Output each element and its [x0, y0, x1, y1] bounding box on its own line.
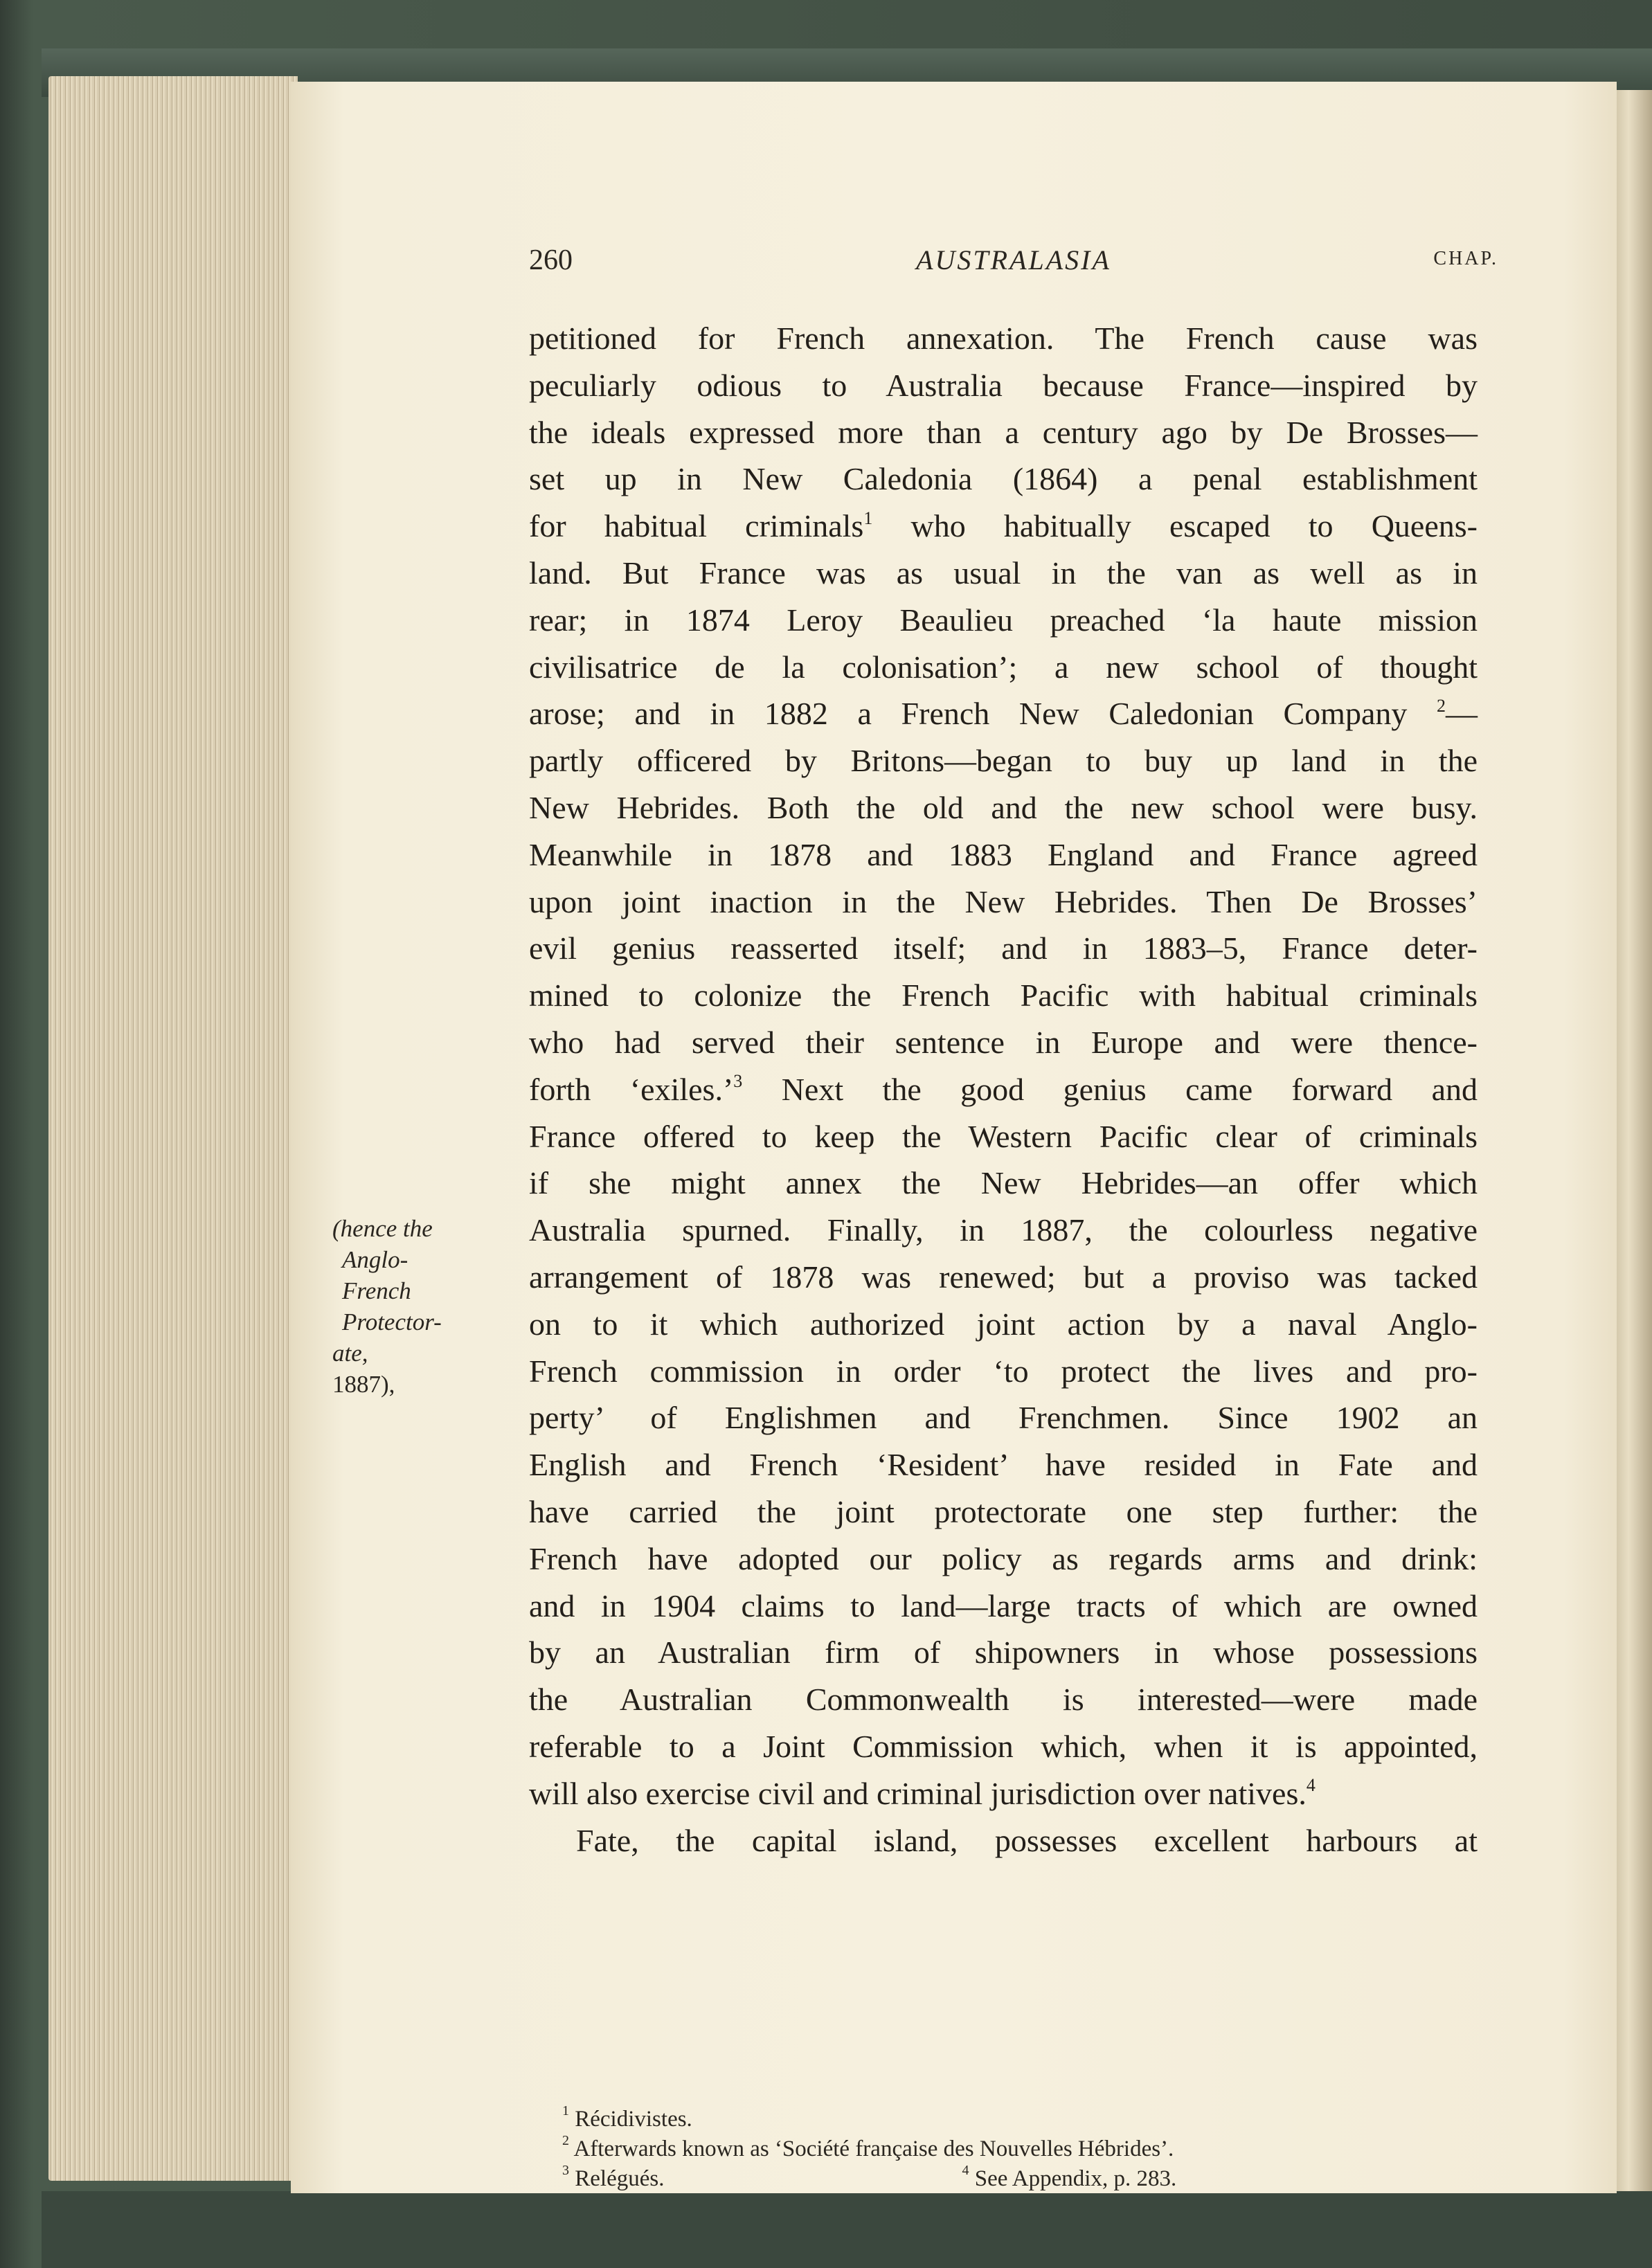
text-line: referable to a Joint Commission which, when it is appointed, [529, 1728, 1478, 1764]
text-line: land. But France was as usual in the van as well as in [529, 555, 1478, 591]
text-line: and in 1904 claims to land—large tracts of which are owned [529, 1587, 1478, 1623]
text-line: set up in New Caledonia (1864) a penal establishment [529, 461, 1478, 497]
footnote-3 [562, 2164, 664, 2194]
right-page-edge [1613, 90, 1652, 2195]
text-fragment: — [1446, 696, 1478, 732]
footnote-2 [562, 2134, 1393, 2164]
text-line: who had served their sentence in Europe and were thence- [529, 1024, 1478, 1060]
footnote-marker: 3 [562, 2163, 569, 2178]
running-head [529, 244, 1498, 285]
text-line: civilisatrice de la colonisation’; a new school of thought [529, 649, 1478, 685]
text-line: New Hebrides. Both the old and the new school were busy. [529, 789, 1478, 825]
text-fragment: forth ‘exiles.’ [529, 1071, 734, 1107]
text-line: the ideals expressed more than a century ago by De Brosses— [529, 414, 1478, 450]
footnotes [562, 2105, 1393, 2194]
text-line: France offered to keep the Western Pacific clear of criminals [529, 1118, 1478, 1154]
margin-note-line: French [342, 1277, 411, 1304]
margin-note-italic: ate, [332, 1340, 368, 1367]
text-line: perty’ of Englishmen and Frenchmen. Since 1902 an [529, 1400, 1478, 1436]
footnote-text: Récidivistes. [575, 2107, 692, 2132]
page-number: 260 [529, 244, 573, 276]
footnote-row [562, 2164, 1393, 2194]
text-line: arrangement of 1878 was renewed; but a proviso was tacked [529, 1259, 1478, 1295]
margin-note-line: (hence the [332, 1215, 433, 1242]
text-line: Australia spurned. Finally, in 1887, the colourless negative [529, 1212, 1478, 1248]
text-line: Fate, the capital island, possesses excellent harbours at [576, 1822, 1478, 1858]
text-line: mined to colonize the French Pacific with habitual criminals [529, 978, 1478, 1014]
text-line: if she might annex the New Hebrides—an offer which [529, 1165, 1478, 1201]
page-edges [48, 76, 298, 2181]
text-line: evil genius reasserted itself; and in 1883–5, France deter- [529, 930, 1478, 966]
margin-note-year: 1887), [332, 1371, 395, 1398]
book-cover-bottom [42, 2191, 1652, 2268]
text-fragment: for habitual criminals [529, 508, 864, 544]
footnote-text: Afterwards known as ‘Société française des Nouvelles Hébrides’. [573, 2136, 1174, 2161]
text-line: rear; in 1874 Leroy Beaulieu preached ‘la haute mission [529, 602, 1478, 638]
chapter-label: CHAP. [1433, 248, 1498, 269]
footnote-marker: 4 [962, 2163, 969, 2178]
footnote-marker: 1 [562, 2103, 569, 2118]
text-line: peculiarly odious to Australia because France—inspired by [529, 367, 1478, 403]
footnote-ref: 2 [1437, 696, 1446, 717]
text-fragment: who habitually escaped to Queens- [872, 508, 1478, 544]
text-line: by an Australian firm of shipowners in whose possessions [529, 1635, 1478, 1671]
text-line [529, 503, 1478, 550]
footnote-ref: 4 [1306, 1775, 1316, 1796]
text-line: French commission in order ‘to protect the lives and pro- [529, 1353, 1478, 1389]
margin-note [332, 1213, 519, 1400]
footnote-text: See Appendix, p. 283. [974, 2166, 1177, 2191]
text-line: partly officered by Britons—began to buy up land in the [529, 743, 1478, 779]
text-line: Meanwhile in 1878 and 1883 England and France agreed [529, 836, 1478, 872]
text-line: French have adopted our policy as regards arms and drink: [529, 1540, 1478, 1576]
running-title: AUSTRALASIA [916, 244, 1111, 276]
footnote-ref: 3 [733, 1071, 743, 1092]
text-fragment: arose; and in 1882 a French New Caledonian Company [529, 696, 1408, 732]
text-line: petitioned for French annexation. The French cause was [529, 321, 1478, 356]
footnote-4 [962, 2164, 1176, 2194]
text-line: have carried the joint protectorate one step further: the [529, 1493, 1478, 1529]
footnote-marker: 2 [562, 2133, 569, 2148]
text-line: English and French ‘Resident’ have resided in Fate and [529, 1447, 1478, 1483]
text-fragment: will also exercise civil and criminal jurisdiction over natives. [529, 1775, 1307, 1811]
margin-note-line: Anglo- [342, 1246, 408, 1273]
text-line [529, 690, 1478, 737]
text-line: upon joint inaction in the New Hebrides. Then De Brosses’ [529, 883, 1478, 919]
text-line [529, 1770, 1478, 1817]
footnote-ref: 1 [863, 507, 873, 528]
footnote-1 [562, 2105, 1393, 2134]
text-line: the Australian Commonwealth is interested—were made [529, 1682, 1478, 1718]
text-line: on to it which authorized joint action by a naval Anglo- [529, 1306, 1478, 1342]
text-line [529, 1066, 1478, 1113]
body-text [529, 315, 1478, 1864]
margin-note-line: Protector- [342, 1308, 442, 1335]
margin-note-line [332, 1338, 519, 1400]
text-fragment: Next the good genius came forward and [742, 1071, 1478, 1107]
footnote-text: Relégués. [575, 2166, 665, 2191]
